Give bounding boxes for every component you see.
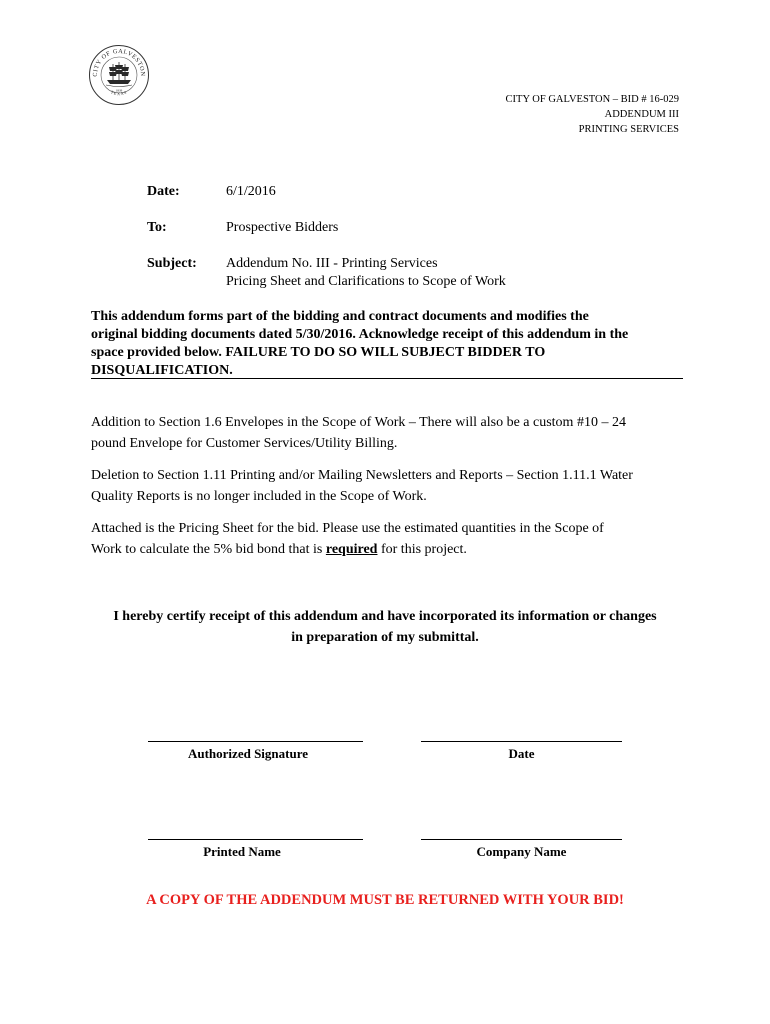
company-name-line[interactable] [421,839,622,840]
deletion-line-2: Quality Reports is no longer included in the Scope of Work. [91,489,427,504]
addendum-notice [91,308,681,380]
pricing-paragraph [91,518,683,560]
document-header [506,92,679,137]
certification-statement [80,606,690,648]
return-addendum-warning: A COPY OF THE ADDENDUM MUST BE RETURNED WITH YOUR BID! [146,892,624,908]
certification-line-2: in preparation of my submittal. [291,630,479,645]
authorized-signature-line[interactable] [148,741,363,742]
date-value: 6/1/2016 [226,184,276,199]
pricing-line-2-end: for this project. [377,542,467,557]
addition-paragraph [91,412,683,454]
date-signature-label: Date [508,746,535,761]
pricing-line-2 [91,539,683,560]
header-service: PRINTING SERVICES [578,124,679,135]
date-signature-line[interactable] [421,741,622,742]
date-label: Date: [147,184,180,199]
to-value: Prospective Bidders [226,220,339,235]
company-name-label: Company Name [476,844,567,859]
notice-line-3: space provided below. FAILURE TO DO SO WILL SUBJECT BIDDER TO [91,345,546,360]
authorized-signature-label: Authorized Signature [187,746,308,761]
city-seal-logo [88,44,150,106]
printed-name-label: Printed Name [203,844,281,859]
addition-line-1: Addition to Section 1.6 Envelopes in the Scope of Work – There will also be a custom #10 – 24 [91,415,626,430]
printed-name-line[interactable] [148,839,363,840]
certification-line-1: I hereby certify receipt of this addendum and have incorporated its information or changes [113,609,657,624]
required-emphasis: required [325,542,378,557]
notice-line-1: This addendum forms part of the bidding and contract documents and modifies the [91,309,589,324]
ship-icon [106,62,132,87]
deletion-line-1: Deletion to Section 1.11 Printing and/or Mailing Newsletters and Reports – Section 1.11.1 Water [91,468,633,483]
subject-line-2: Pricing Sheet and Clarifications to Scope of Work [226,274,506,289]
addition-line-2: pound Envelope for Customer Services/Utility Billing. [91,436,398,451]
to-label: To: [147,220,167,235]
header-addendum: ADDENDUM III [604,109,679,120]
notice-line-2: original bidding documents dated 5/30/2016. Acknowledge receipt of this addendum in the [91,327,629,342]
seal-top-text: CITY OF GALVESTON [91,47,147,77]
header-bid-number: CITY OF GALVESTON – BID # 16-029 [505,94,679,105]
notice-line-4: DISQUALIFICATION. [91,363,233,378]
subject-label: Subject: [147,256,197,271]
pricing-line-2-start: Work to calculate the 5% bid bond that is [91,542,326,557]
deletion-paragraph [91,465,683,507]
pricing-line-1: Attached is the Pricing Sheet for the bid. Please use the estimated quantities in the Scope of [91,521,604,536]
seal-year: 1839 [115,88,123,93]
subject-line-1: Addendum No. III - Printing Services [226,256,438,271]
seal-bottom-text: TEXAS [110,89,128,97]
section-divider [91,378,683,379]
